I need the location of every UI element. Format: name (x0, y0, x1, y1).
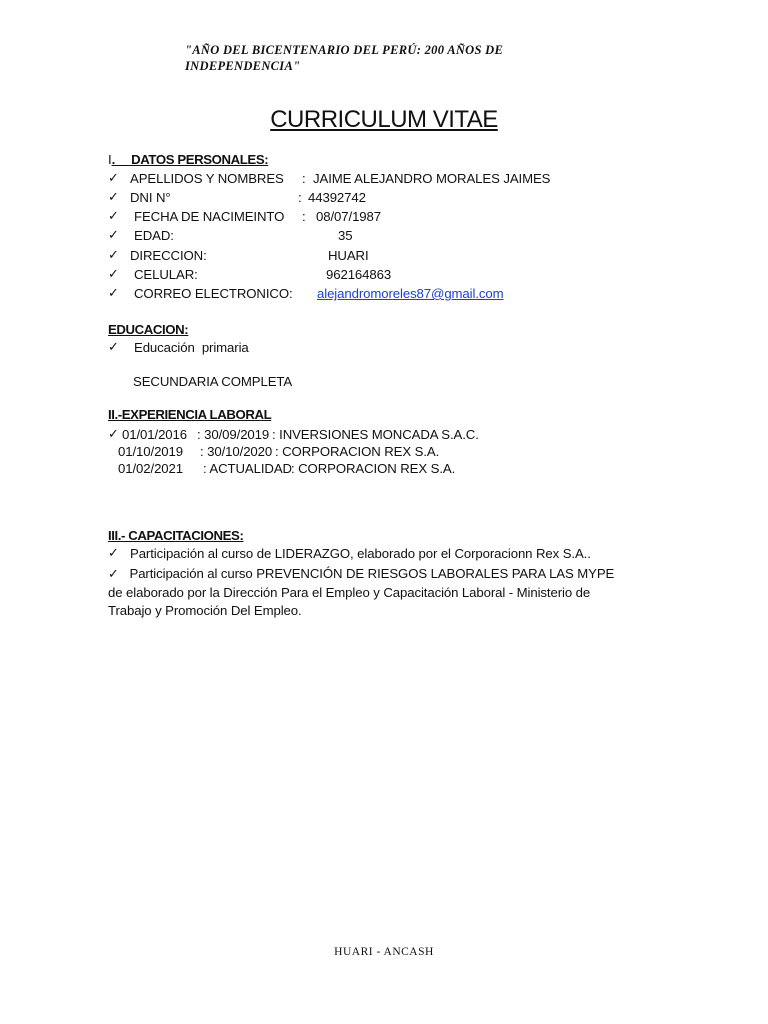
check-icon: ✓ (108, 567, 119, 582)
motto-header: "AÑO DEL BICENTENARIO DEL PERÚ: 200 AÑOS DE INDEPENDENCIA" (185, 43, 504, 73)
field-label: CELULAR: (134, 267, 198, 282)
field-label: FECHA DE NACIMEINTO (134, 209, 285, 224)
experience-company: : CORPORACION REX S.A. (291, 461, 456, 476)
experience-end: : 30/09/2019 (197, 427, 270, 442)
experience-company: : INVERSIONES MONCADA S.A.C. (272, 427, 479, 442)
section-training-heading: III.- CAPACITACIONES: (108, 528, 244, 543)
section-personal-heading (108, 151, 268, 169)
check-icon: ✓ (108, 228, 119, 243)
document-title: CURRICULUM VITAE (270, 106, 498, 133)
field-sep: : (298, 190, 302, 205)
experience-start: 01/02/2021 (118, 461, 184, 476)
field-label: APELLIDOS Y NOMBRES (130, 171, 284, 186)
check-icon: ✓ (108, 171, 119, 186)
experience-start: 01/01/2016 (122, 427, 188, 442)
training-item-text: Participación al curso PREVENCIÓN DE RIESGOS LABORALES PARA LAS MYPE de elaborado por la Dirección Para el Empleo y Capacitación Laboral - Ministerio de Trabajo y Promoción Del Empleo. (108, 566, 615, 618)
check-icon: ✓ (108, 267, 119, 282)
experience-company: : CORPORACION REX S.A. (275, 444, 440, 459)
check-icon: ✓ (108, 286, 119, 301)
field-label: DNI N° (130, 190, 171, 205)
field-sep: : (302, 209, 306, 224)
section-experience-heading: II.-EXPERIENCIA LABORAL (108, 407, 272, 422)
check-icon: ✓ (108, 340, 119, 355)
training-item (108, 565, 628, 620)
experience-start: 01/10/2019 (118, 444, 184, 459)
field-value: HUARI (328, 248, 369, 263)
field-value: 08/07/1987 (316, 209, 382, 224)
footer-location: HUARI - ANCASH (334, 946, 434, 958)
education-item: Educación primaria (134, 340, 249, 355)
check-icon: ✓ (108, 248, 119, 263)
field-value: JAIME ALEJANDRO MORALES JAIMES (313, 171, 551, 186)
field-sep: : (302, 171, 306, 186)
training-item: Participación al curso de LIDERAZGO, elaborado por el Corporacionn Rex S.A.. (130, 546, 591, 561)
experience-end: : ACTUALIDAD (203, 461, 292, 476)
check-icon: ✓ (108, 190, 119, 205)
field-label: EDAD: (134, 228, 174, 243)
education-item: SECUNDARIA COMPLETA (133, 374, 293, 389)
field-value: 44392742 (308, 190, 366, 205)
check-icon: ✓ (108, 427, 119, 442)
field-value: 962164863 (326, 267, 392, 282)
section-heading-text: . DATOS PERSONALES: (111, 152, 269, 167)
section-education-heading: EDUCACION: (108, 322, 189, 337)
email-link[interactable]: alejandromoreles87@gmail.com (317, 286, 504, 301)
check-icon: ✓ (108, 546, 119, 561)
field-value: 35 (338, 228, 353, 243)
field-label: CORREO ELECTRONICO: (134, 286, 293, 301)
section-numeral: I (108, 152, 112, 167)
check-icon: ✓ (108, 209, 119, 224)
field-label: DIRECCION: (130, 248, 207, 263)
experience-end: : 30/10/2020 (200, 444, 273, 459)
